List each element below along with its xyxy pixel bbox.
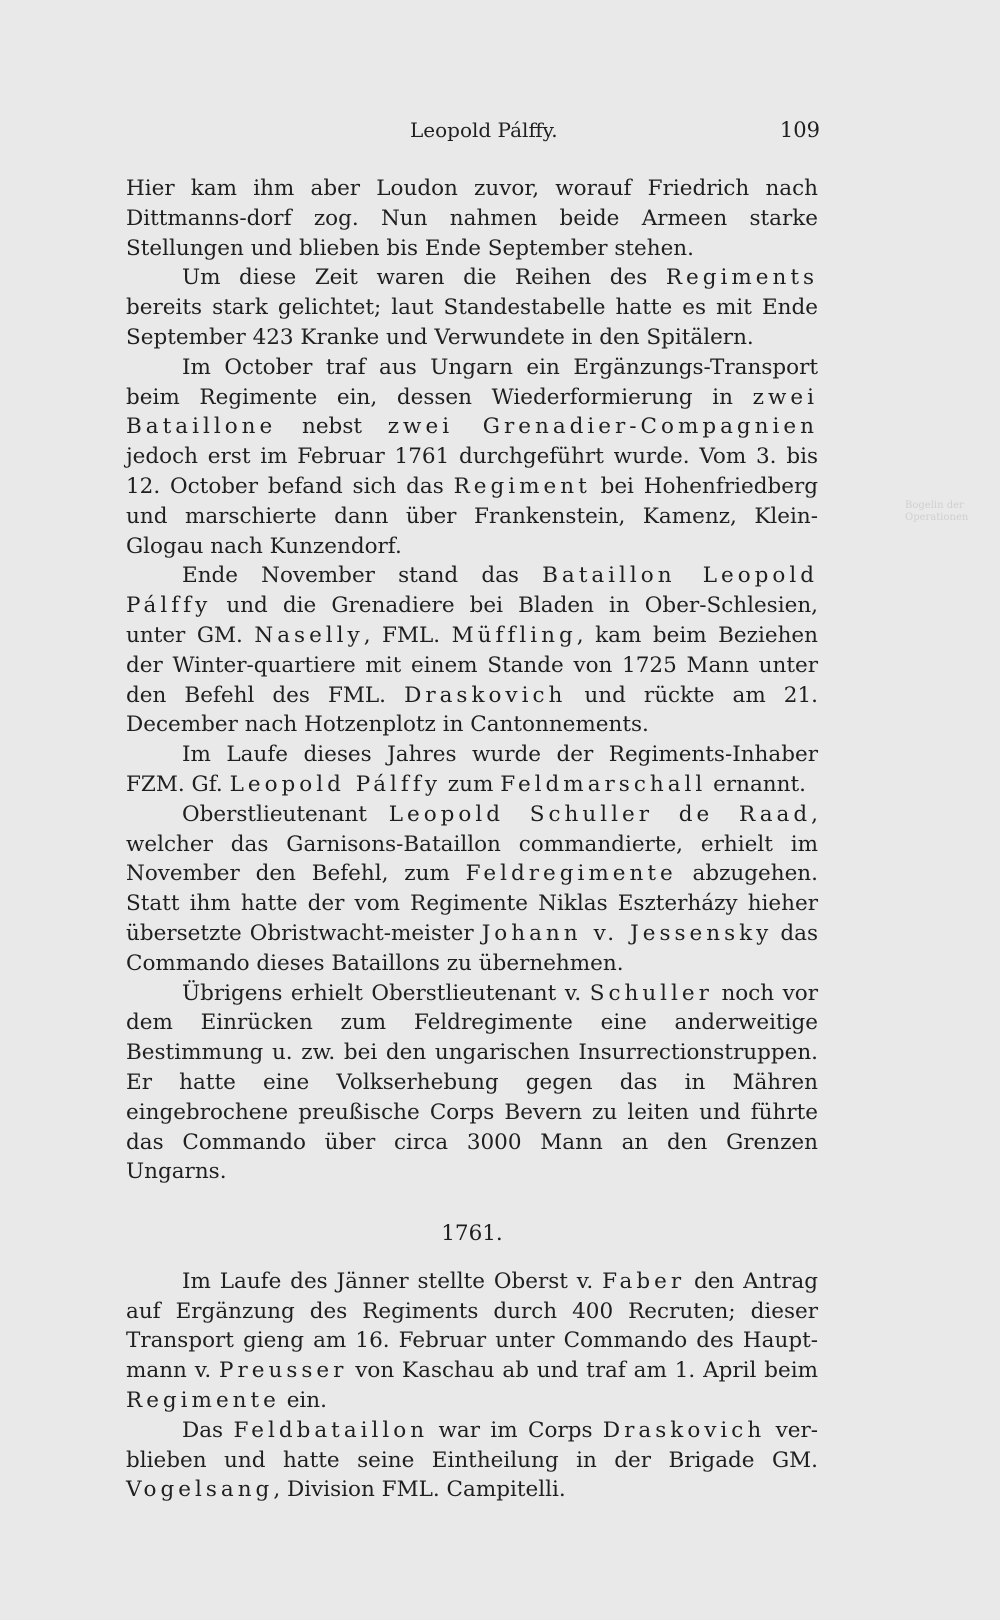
paragraph: Im Laufe dieses Jahres wurde der Regiments-Inhaber FZM. Gf. Leopold Pálffy zum Feldmarschall ernannt. xyxy=(126,742,818,797)
page-header xyxy=(125,114,820,144)
year-heading: 1761. xyxy=(441,1221,503,1247)
body-text xyxy=(126,174,818,1505)
running-head: Leopold Pálffy. xyxy=(410,118,558,142)
paragraph: Im Laufe des Jänner stellte Oberst v. Faber den Antrag auf Ergänzung des Regiments durch 400 Recruten; dieser Transport gieng am 16. Februar unter Commando des Haupt-mann v. Preusser von Kaschau ab und traf am 1. April beim Regimente ein. xyxy=(126,1268,818,1414)
paragraph: Hier kam ihm aber Loudon zuvor, worauf Friedrich nach Dittmanns-dorf zog. Nun nahmen beide Armeen starke Stellungen und blieben bis Ende September stehen. xyxy=(126,176,818,261)
paragraph: Oberstlieutenant Leopold Schuller de Raad, welcher das Garnisons-Bataillon commandierte, erhielt im November den Befehl, zum Feldregimente abzugehen. Statt ihm hatte der vom Regimente Niklas Eszterházy hieher übersetzte Obristwacht-meister Johann v. Jessensky das Commando dieses Bataillons zu übernehmen. xyxy=(126,801,818,976)
page-number: 109 xyxy=(779,118,820,142)
paragraph: Übrigens erhielt Oberstlieutenant v. Schuller noch vor dem Einrücken zum Feldregimente eine anderweitige Bestimmung u. zw. bei den ungarischen Insurrectionstruppen. Er hatte eine Volkserhebung gegen das in Mähren eingebrochene preußische Corps Bevern zu leiten und führte das Commando über circa 3000 Mann an den Grenzen Ungarns. xyxy=(126,980,818,1185)
paragraph: Um diese Zeit waren die Reihen des Regiments bereits stark gelichtet; laut Standestabelle hatte es mit Ende September 423 Kranke und Verwundete in den Spitälern. xyxy=(126,265,818,350)
margin-note: Bogelin der Operationen xyxy=(905,500,969,523)
paragraph: Das Feldbataillon war im Corps Draskovich ver-blieben und hatte seine Eintheilung in der Brigade GM. Vogelsang, Division FML. Campitelli. xyxy=(126,1417,818,1503)
paragraph: Ende November stand das Bataillon Leopold Pálffy und die Grenadiere bei Bladen in Ober-Schlesien, unter GM. Naselly, FML. Müffling, kam beim Beziehen der Winter-quartiere mit einem Stande von 1725 Mann unter den Befehl des FML. Draskovich und rückte am 21. December nach Hotzenplotz in Cantonnements. xyxy=(126,563,819,738)
paragraph: Im October traf aus Ungarn ein Ergänzungs-Transport beim Regimente ein, dessen Wiederformierung in zwei Bataillone nebst zwei Grenadier-Compagnien jedoch erst im Februar 1761 durchgeführt wurde. Vom 3. bis 12. October befand sich das Regiment bei Hohenfriedberg und marschierte dann über Frankenstein, Kamenz, Klein-Glogau nach Kunzendorf. xyxy=(126,354,818,559)
